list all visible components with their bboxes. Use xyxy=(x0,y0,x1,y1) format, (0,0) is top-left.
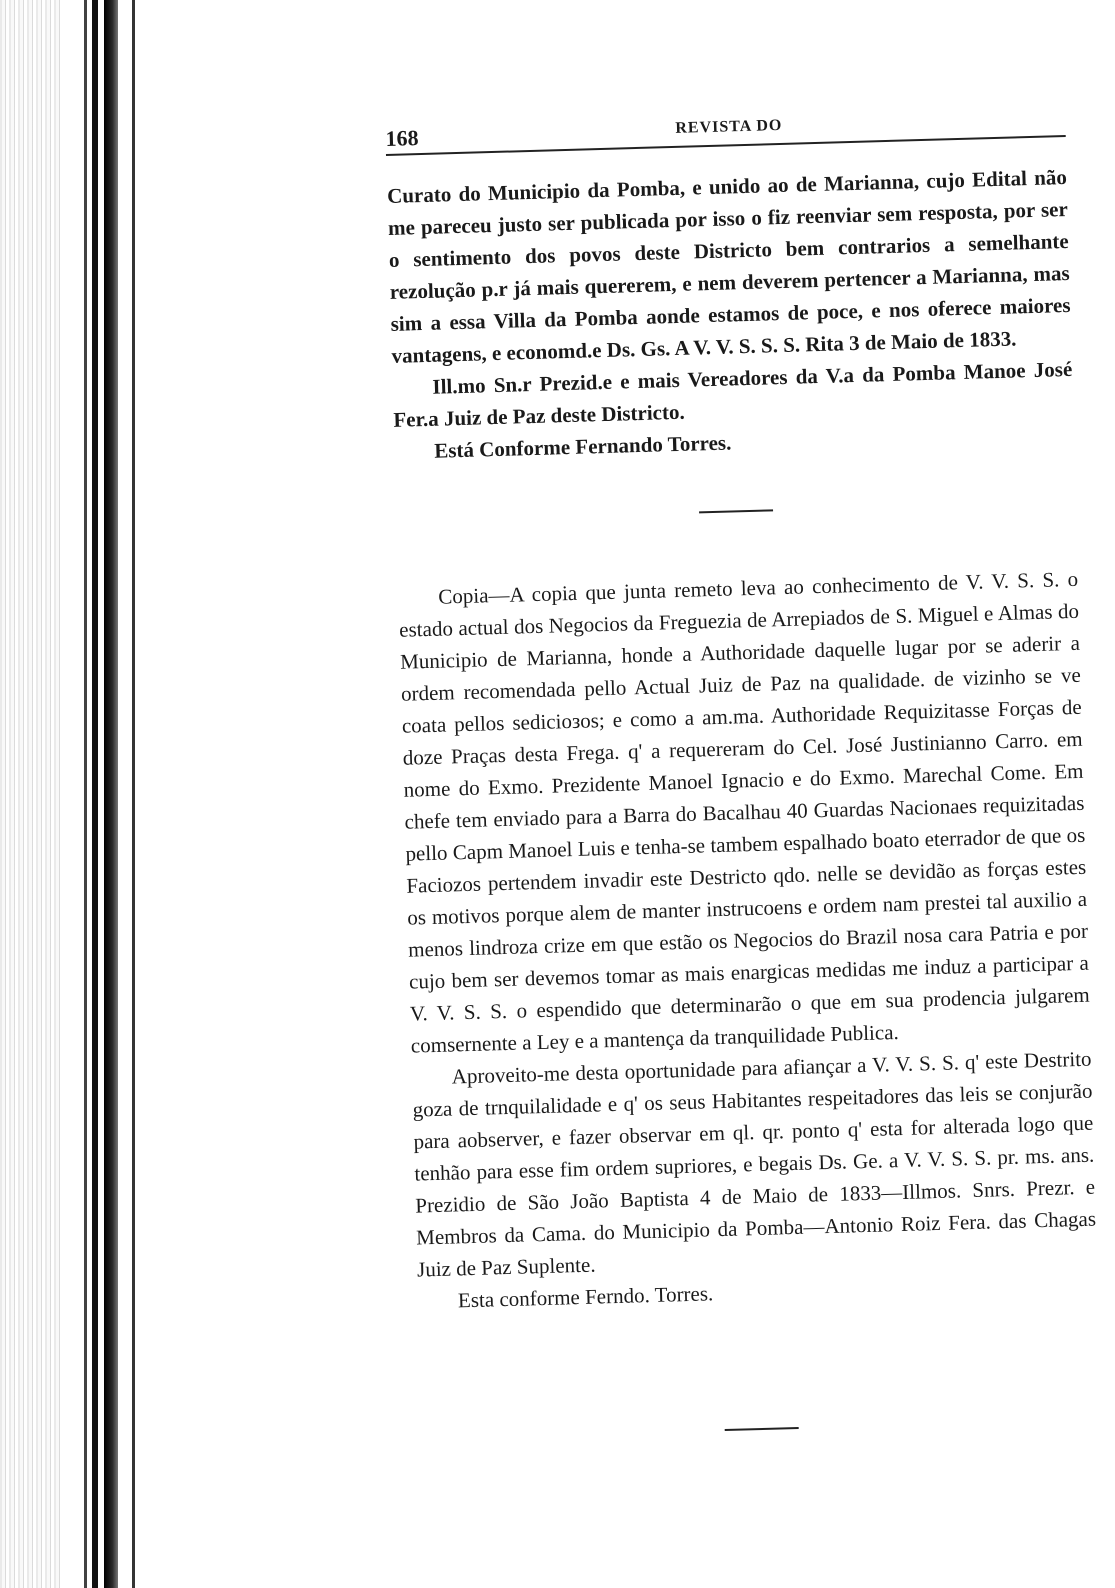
paragraph: Está Conforme Fernando Torres. xyxy=(433,430,732,463)
binding-line xyxy=(84,0,87,1588)
binding-spine xyxy=(104,0,118,1588)
paragraph: Curato do Municipio da Pomba, e unido ao de Marianna, cujo Edital não me pareceu justo ser publicada por isso o fiz reenviar sem resposta, por ser o sentimento dos povos deste Districto bem contrarios a semelhante rezolução p.r já mais quererem, e nem deverem pertencer a Marianna, mas sim a essa Villa da Pomba aonde estamos de poce, e nos oferece maiores vantagens, e economd.e Ds. Gs. A V. V. S. S. S. Rita 3 de Maio de 1833. xyxy=(386,164,1071,368)
paragraph: Copia—A copia que junta remeto leva ao conhecimento de V. V. S. S. o estado actual dos Negocios da Freguezia de Arrepiados de S. Miguel e Almas do Municipio de Marianna, honde a Authoridade daquelle lugar por se aderir a ordem recomendada pello Actual Juiz de Paz na qualidade. de vizinho se ve coata pellos sedicioзos; e como a am.ma. Authoridade Requizitasse Forças de doze Praças desta Frega. q' a requereram do Cel. José Justinianno Carro. em nome do Exmo. Prezidente Manoel Ignacio e do Exmo. Marechal Come. Em chefe tem enviado para a Barra do Bacalhau 40 Guardas Nacionaes requizitadas pello Capm Manoel Luis e tenha-se tambem espalhado boato eterrador de que os Faciozos pertendem invadir este Destricto qdo. nelle se devidão as forças estes os motivos porque alem de manter instrucoens e ordem nam prestei tal auxilio a menos lindroza crize em que estão os Negocios do Brazil nosa cara Patria e por cujo bem ser devemos tomar as mais enargicas medidas me induz a participar a V. V. S. S. o espendido que determinarão o que em sua prodencia julgarem comsernente a Ley e a mantença da tranquilidade Publica. xyxy=(398,566,1091,1058)
binding-speckle xyxy=(0,0,60,1588)
section-divider xyxy=(725,1427,799,1431)
section-divider xyxy=(699,509,773,513)
paragraph: Esta conforme Ferndo. Torres. xyxy=(457,1281,714,1313)
letter-section-2 xyxy=(398,563,1098,1318)
running-head xyxy=(385,101,1066,156)
binding-line xyxy=(92,0,98,1588)
letter-section-1 xyxy=(387,161,1075,468)
paragraph: Aproveito-me desta oportunidade para afiançar a V. V. S. S. q' este Destrito goza de trnquilalidade e q' os seus Habitantes respeitadores das leis se conjurão para aobserver, e fazer observar em ql. qr. ponto q' esta for alterada logo que tenhão para esse fim ordem supriores, e begais Ds. Ge. a V. V. S. S. pr. ms. ans. Prezidio de São João Baptista 4 de Maio de 1833—Illmos. Snrs. Prezr. e Membros da Cama. do Municipio da Pomba—Antonio Roiz Fera. das Chagas Juiz de Paz Suplente. xyxy=(412,1046,1097,1282)
page xyxy=(385,101,1102,1439)
running-title: REVISTA DO xyxy=(675,116,783,137)
paragraph: Ill.mo Sn.r Prezid.e e mais Vereadores da V.a da Pomba Manoe José Fer.a Juiz de Paz deste Districto. xyxy=(393,356,1073,432)
binding-line xyxy=(132,0,135,1588)
page-number: 168 xyxy=(385,125,419,151)
